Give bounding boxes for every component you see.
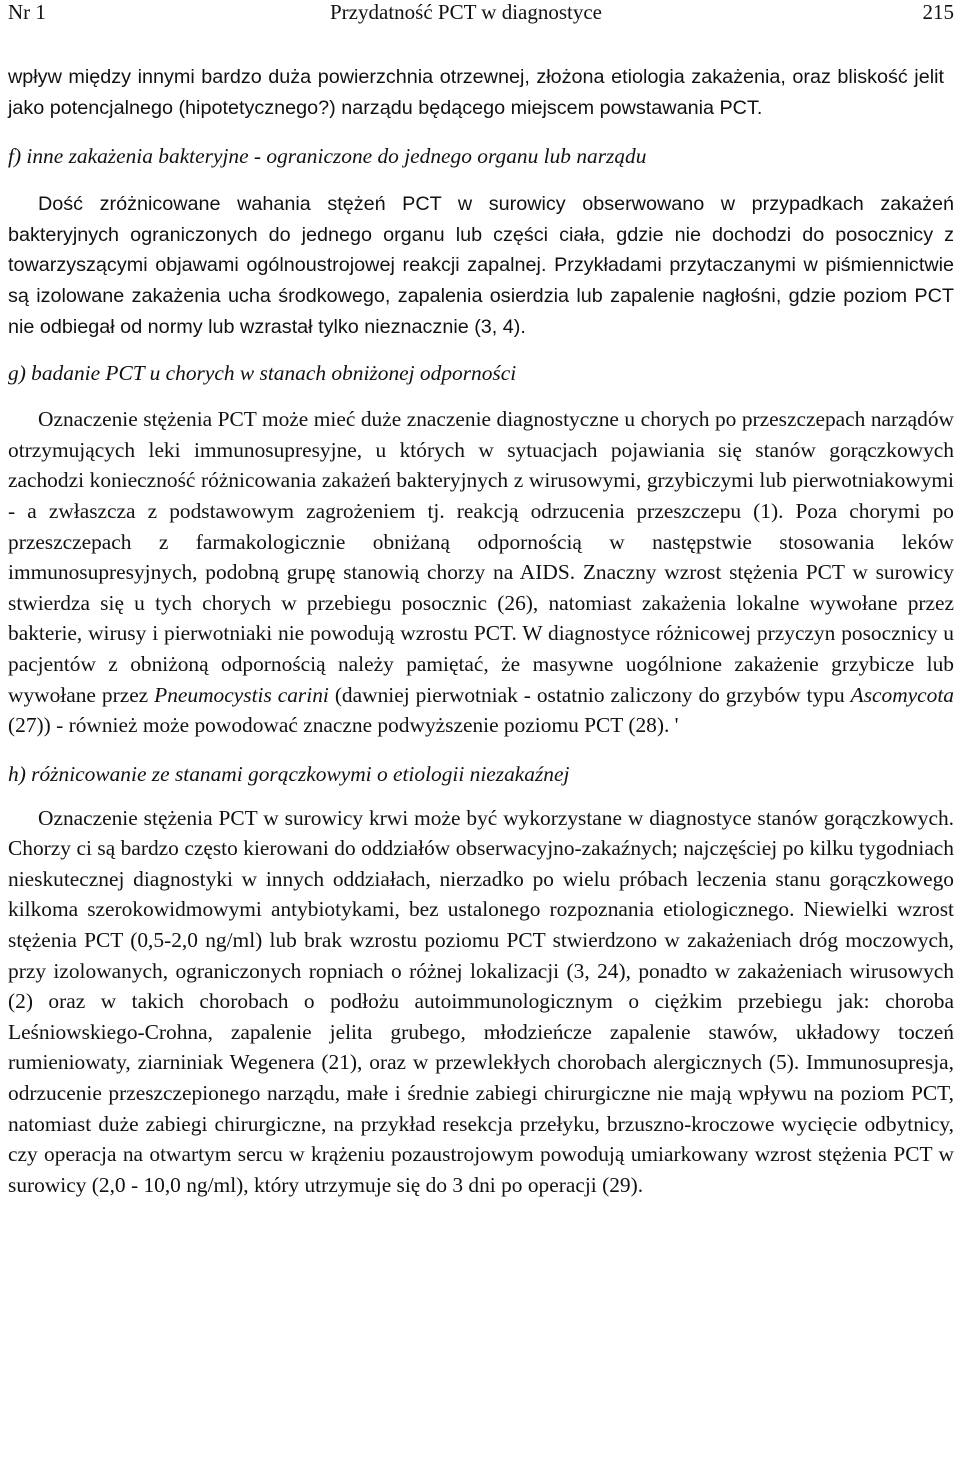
species-name: Pneumocystis carini — [154, 682, 329, 707]
section-f-paragraph: Dość zróżnicowane wahania stężeń PCT w surowicy obserwowano w przypadkach zakażeń bakteryjnych ograniczonych do jednego organu lub części ciała, gdzie nie dochodzi do posocznicy z towarzyszącymi objawami ogólnoustrojowej reakcji zapalnej. Przykładami przytaczanymi w piśmiennictwie są izolowane zakażenia ucha środkowego, zapalenia osierdzia lub zapalenie nagłośni, gdzie poziom PCT nie odbiegał od normy lub wzrastał tylko nieznacznie (3, 4). — [8, 193, 954, 338]
section-f-heading: f) inne zakażenia bakteryjne - ograniczone do jednego organu lub narządu — [8, 144, 647, 169]
section-g-paragraph — [8, 404, 954, 741]
section-g-text-c: (27)) - również może powodować znaczne podwyższenie poziomu PCT (28). ' — [8, 713, 679, 738]
journal-number: Nr 1 — [8, 0, 46, 24]
section-g-heading: g) badanie PCT u chorych w stanach obniżonej odporności — [8, 361, 517, 386]
journal-page — [8, 0, 954, 1200]
intro-paragraph: wpływ między innymi bardzo duża powierzchnia otrzewnej, złożona etiologia zakażenia, oraz bliskość jelit jako potencjalnego (hipotetycznego?) narządu będącego miejscem powstawania PCT. — [8, 66, 944, 119]
section-h-paragraph: Oznaczenie stężenia PCT w surowicy krwi może być wykorzystane w diagnostyce stanów gorączkowych. Chorzy ci są bardzo często kierowani do oddziałów obserwacyjno-zakaźnych; najczęściej po kilku tygodniach nieskutecznej diagnostyki w innych oddziałach, nierzadko po wielu próbach leczenia stanu gorączkowego kilkoma szerokowidmowymi antybiotykami, bez ustalonego rozpoznania etiologicznego. Niewielki wzrost stężenia PCT (0,5-2,0 ng/ml) lub brak wzrostu poziomu PCT stwierdzono w zakażeniach dróg moczowych, przy izolowanych, ograniczonych ropniach o różnej lokalizacji (3, 24), ponadto w zakażeniach wirusowych (2) oraz w takich chorobach o podłożu autoimmunologicznym o ciężkim przebiegu jak: choroba Leśniowskiego-Crohna, zapalenie jelita grubego, młodzieńcze zapalenie stawów, układowy toczeń rumieniowaty, ziarniniak Wegenera (21), oraz w przewlekłych chorobach alergicznych (5). Immunosupresja, odrzucenie przeszczepionego narządu, małe i średnie zabiegi chirurgiczne nie mają wpływu na poziom PCT, natomiast duże zabiegi chirurgiczne, na przykład resekcja przełyku, brzuszno-kroczowe wycięcie odbytnicy, czy operacja na otwartym sercu w krążeniu pozaustrojowym powodują umiarkowany wzrost stężenia PCT w surowicy (2,0 - 10,0 ng/ml), który utrzymuje się do 3 dni po operacji (29). — [8, 805, 954, 1197]
section-h-heading: h) różnicowanie ze stanami gorączkowymi o etiologii niezakaźnej — [8, 761, 570, 786]
phylum-name: Ascomycota — [850, 682, 954, 707]
section-g-text-a: Oznaczenie stężenia PCT może mieć duże znaczenie diagnostyczne u chorych po przeszczepach narządów otrzymujących leki immunosupresyjne, u których w sytuacjach pojawiania się stanów gorączkowych zachodzi konieczność różnicowania zakażeń bakteryjnych z wirusowymi, grzybiczymi lub pierwotniakowymi - a zwłaszcza z podstawowym zagrożeniem tj. reakcją odrzucenia przeszczepu (1). Poza chorymi po przeszczepach z farmakologicznie obniżaną odpornością w następstwie stosowania leków immunosupresyjnych, podobną grupę stanowią chorzy na AIDS. Znaczny wzrost stężenia PCT w surowicy stwierdza się u tych chorych w przebiegu posocznic (26), natomiast zakażenia lokalne wywołane przez bakterie, wirusy i pierwotniaki nie powodują wzrostu PCT. W diagnostyce różnicowej przyczyn posocznicy u pacjentów z obniżoną odpornością należy pamiętać, że masywne uogólnione zakażenie grzybicze lub wywołane przez — [8, 407, 954, 707]
section-g-text-b: (dawniej pierwotniak - ostatnio zaliczony do grzybów typu — [334, 682, 845, 707]
page-number: 215 — [922, 0, 954, 24]
running-title: Przydatność PCT w diagnostyce — [330, 0, 602, 24]
page-header — [8, 0, 954, 40]
